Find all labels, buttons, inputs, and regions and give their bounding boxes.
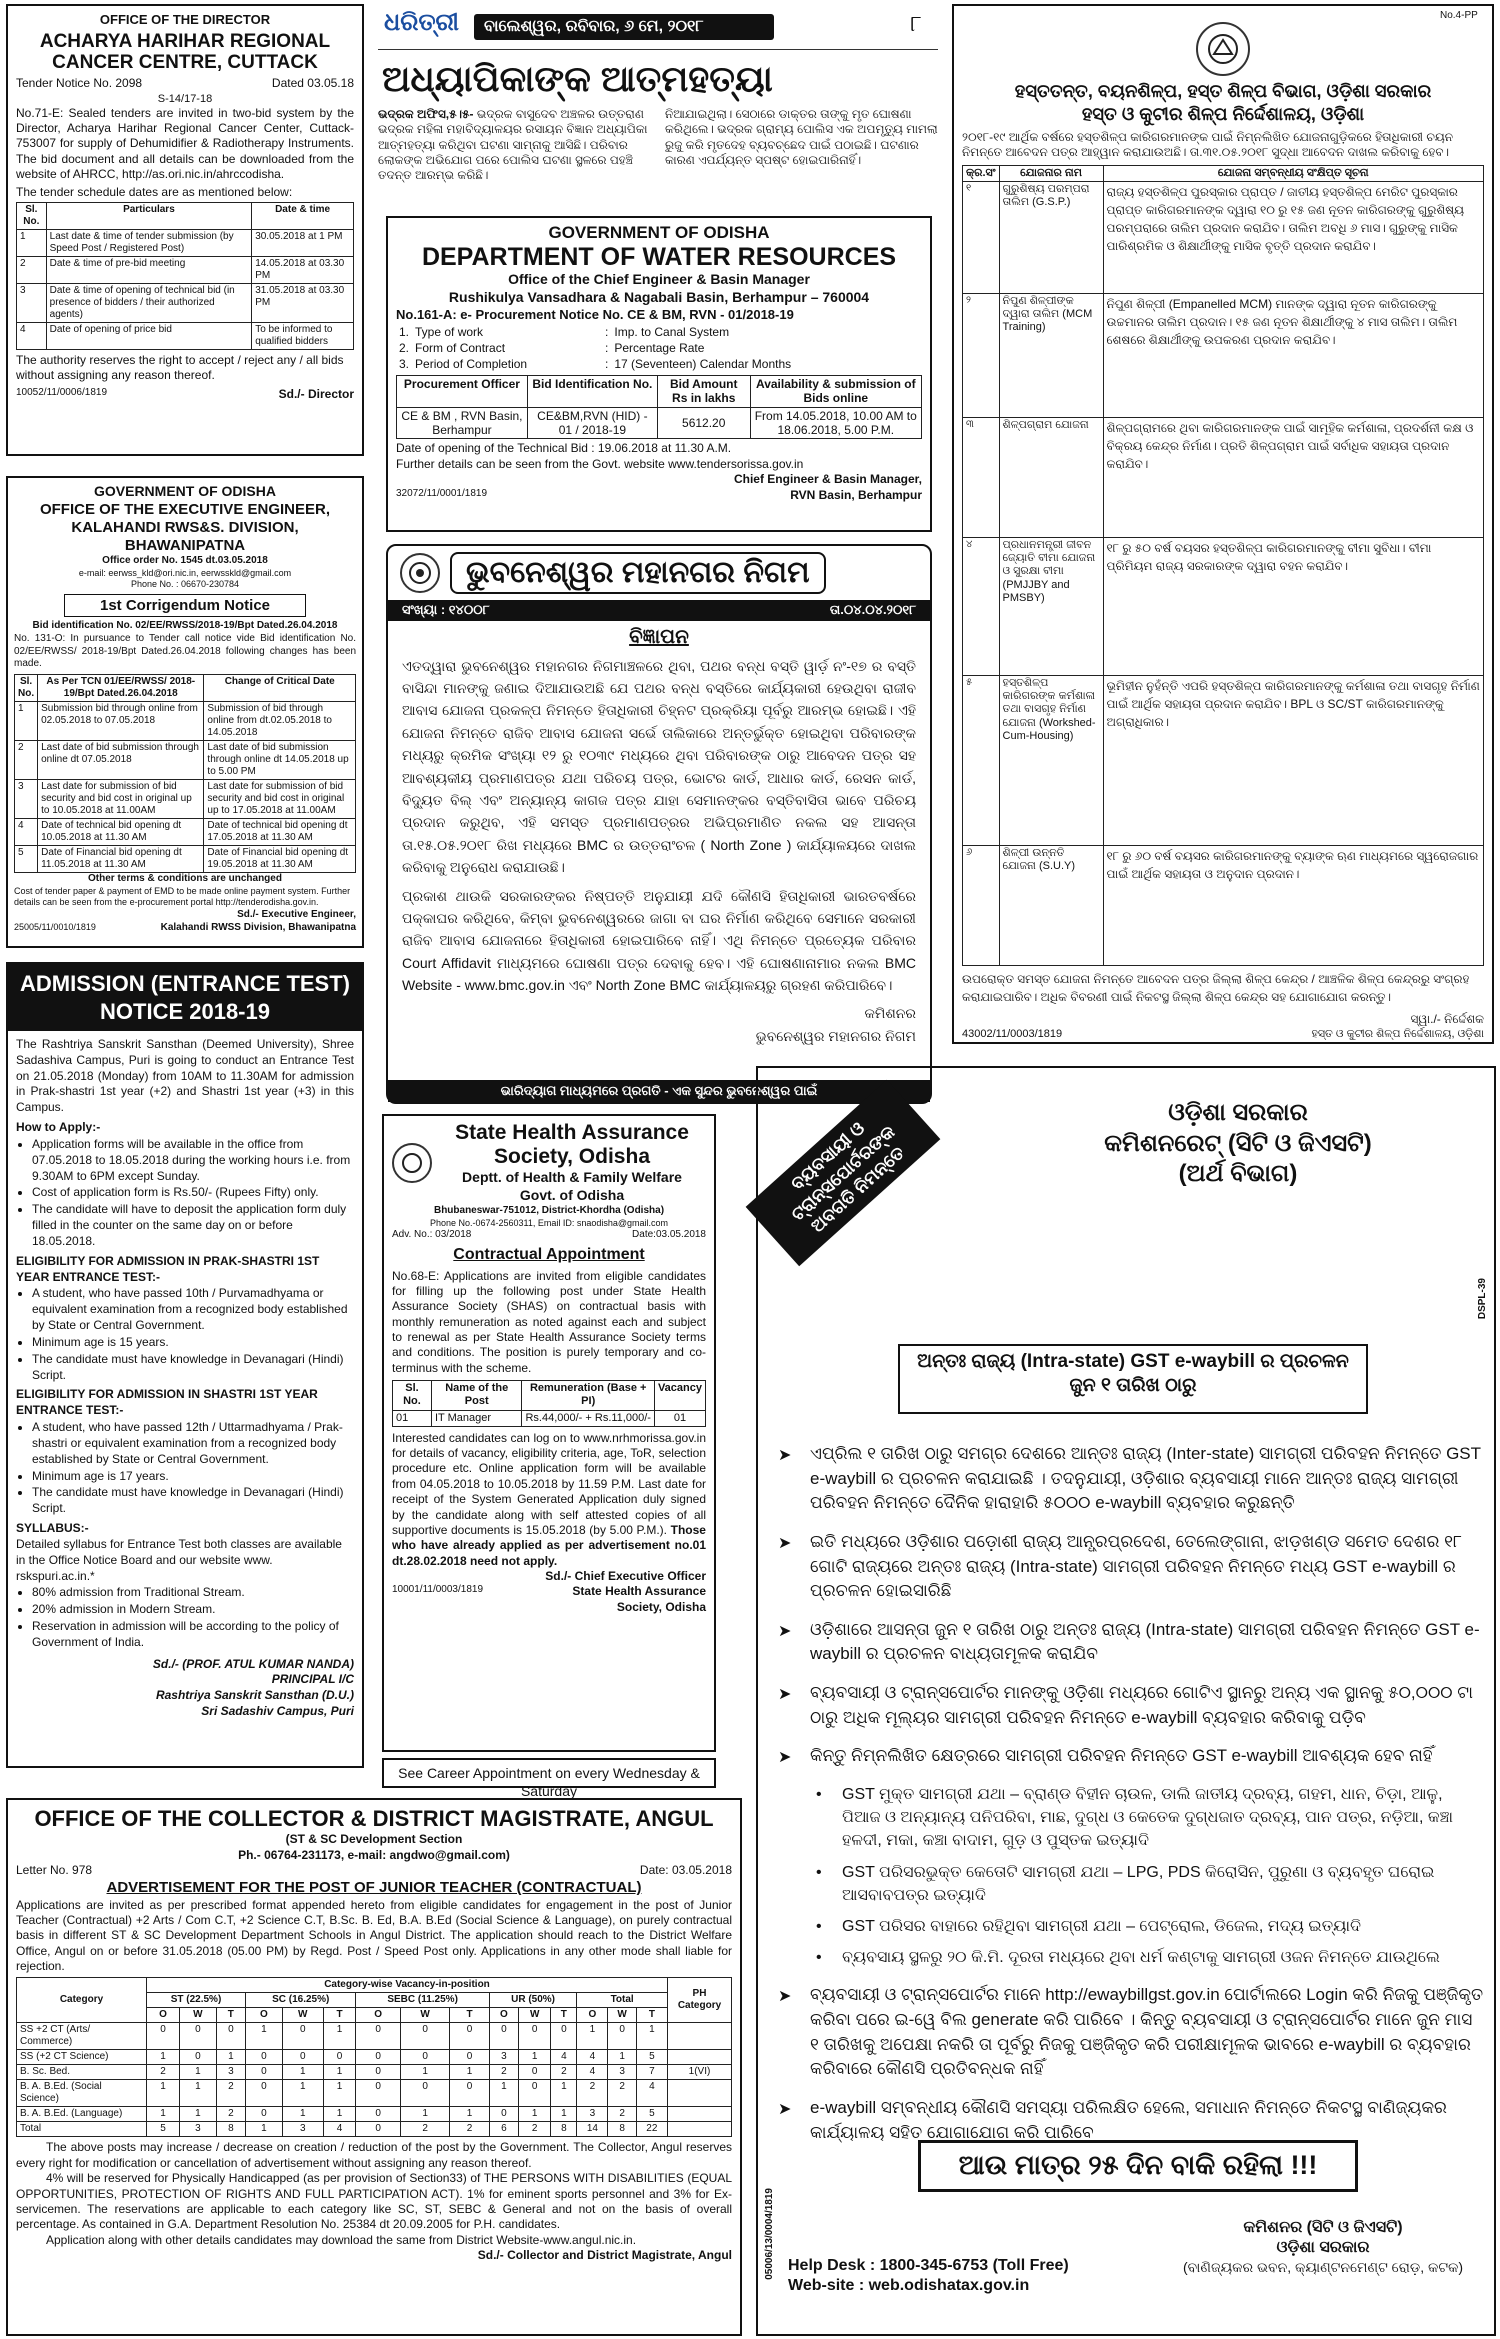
table-header: UR (50%)	[489, 1993, 577, 2008]
table-header: W	[400, 2008, 449, 2023]
kalahandi-table: Sl. No. As Per TCN 01/EE/RWSS/ 2018-19/Bpt Dated.26.04.2018 Change of Critical Date 1 Submission bid through online from 02.05.2018 to 07.05.2018 Submission of bid through online from dt.02.05.2018 to 14.05.2018 2 Last date of bid submission through online dt 07.05.2018 Last date of bid submission through online dt 14.05.2018 up to 5.00 PM 3 Last date for submission of bid security and bid cost in original up to 10.05.2018 at 11.00AM Last date for submission of bid security and bid cost in original up to 17.05.2018 at 11.00AM 4 Date of technical bid opening dt 10.05.2018 at 11.30 AM Date of technical bid opening dt 17.05.2018 at 11.30 AM 5 Date of Financial bid opening dt 11.05.2018 at 11.30 AM Date of Financial bid opening dt 19.05.2018 at 11.30 AM	[14, 674, 356, 873]
kalahandi-sign-2: Kalahandi RWSS Division, Bhawanipatna	[160, 921, 356, 933]
news-headline: ଅଧ୍ୟାପିକାଙ୍କ ଆତ୍ମହତ୍ୟା	[382, 58, 773, 99]
ahrcc-schedule-table	[16, 202, 354, 350]
handloom-sign-2: ହସ୍ତ ଓ କୁଟୀର ଶିଳ୍ପ ନିର୍ଦ୍ଦେଶାଳୟ, ଓଡ଼ିଶା	[1311, 1028, 1484, 1041]
shas-emblem	[392, 1143, 432, 1183]
bmc-paragraph-1: ଏତଦ୍ୱାରା ଭୁବନେଶ୍ୱର ମହାନଗର ନିଗମାଞ୍ଚଳରେ ଥିବା, ପଥର ବନ୍ଧ ବସ୍ତି ୱାର୍ଡ଼ ନଂ-୧୭ ର ବସ୍ତି ବାସିନ୍ଦା ମାନଙ୍କୁ ଜଣାଇ ଦିଆଯାଉଅଛି ଯେ ପଥର ବନ୍ଧ ବସ୍ତିରେ କାର୍ଯ୍ୟକାରୀ ହେଉଥିବା ରାଜୀବ ଆବାସ ଯୋଜନା ପ୍ରକଳ୍ପ ନିମନ୍ତେ ହିତାଧିକାରୀ ଚିହ୍ନଟ ପ୍ରକ୍ରିୟା ପୂର୍ବରୁ ଆରମ୍ଭ ହୋଇଛି। ଏହି ଯୋଜନା ନିମନ୍ତେ ରାଜିବ ଆବାସ ଯୋଜନା ସର୍ଭେ ତାଲିକାରେ ଅନ୍ତର୍ଭୁକ୍ତ ହୋଇଥିବା ପରିବାରଙ୍କ ମଧ୍ୟରୁ କ୍ରମିକ ସଂଖ୍ୟା ୧୨ ରୁ ୧୦୩୯ ମଧ୍ୟରେ ଥିବା ପରିବାରଙ୍କ ଠାରୁ ଆବେଦନ ପତ୍ର ସହ ଆବଶ୍ୟକୀୟ ପ୍ରମାଣପତ୍ର ଯଥା ପରିଚୟ ପତ୍ର, ଭୋଟର କାର୍ଡ, ଆଧାର କାର୍ଡ, ରେସନ କାର୍ଡ, ବିଦ୍ୟୁତ ବିଲ୍ ଏବଂ ଅନ୍ୟାନ୍ୟ କାଗଜ ପତ୍ର ଯାହା ସେମାନଙ୍କର ବସ୍ତିବାସିତା ଭାବେ ପରିଚୟ ପ୍ରଦାନ କରୁଥିବ, ଏହି ସମସ୍ତ ପ୍ରମାଣପତ୍ରର ଅଭିପ୍ରମାଣିତ ନକଲ ସହ ଆସନ୍ତା ତା.୧୫.୦୫.୨୦୧୮ ରିଖ ମଧ୍ୟରେ BMC ର ଉତ୍ତରାଂଚଳ ( North Zone ) କାର୍ଯ୍ୟାଳୟରେ ଦାଖଲ କରିବାକୁ ଅନୁରୋଧ କରାଯାଉଛି।	[402, 657, 916, 876]
table-row: ୫ ହସ୍ତଶିଳ୍ପ କାରିଗରଙ୍କ କର୍ମଶାଳା ତଥା ବାସଗୃହ ନିର୍ମାଣ ଯୋଜନା (Workshed-Cum-Housing) ଭୂମିହୀନ ନୁହଁନ୍ତି ଏପରି ହସ୍ତଶିଳ୍ପ କାରିଗରମାନଙ୍କୁ କର୍ମଶାଳା ତଥା ବାସଗୃହ ନିର୍ମାଣ ପାଇଁ ଆର୍ଥିକ ସହାୟତା ପ୍ରଦାନ କରାଯିବ। BPL ଓ SC/ST କାରିଗରମାନଙ୍କୁ ଅଗ୍ରାଧିକାର।	[963, 675, 1484, 845]
shas-contact: Phone No.-0674-2560311, Email ID: snaodisha@gmail.com	[429, 1217, 669, 1228]
gst-countdown: ଆଉ ମାତ୍ର ୨୫ ଦିନ ବାକି ରହିଲା !!!	[918, 2140, 1358, 2192]
table-header: SC (16.25%)	[245, 1993, 355, 2008]
admission-notice	[6, 962, 364, 1768]
table-header: T	[323, 2008, 356, 2023]
news-article	[378, 56, 938, 208]
angul-heading: ADVERTISEMENT FOR THE POST OF JUNIOR TEACHER (CONTRACTUAL)	[106, 1879, 642, 1897]
gst-footer-2: ଓଡ଼ିଶା ସରକାର	[1276, 2239, 1370, 2257]
water-office-1: Office of the Chief Engineer & Basin Manager	[508, 271, 810, 288]
list-item: • Minimum age is 15 years.	[32, 1335, 354, 1351]
shas-heading: Contractual Appointment	[453, 1246, 645, 1264]
gst-footer-3: (ବାଣିଜ୍ୟକର ଭବନ, କ୍ୟାଣ୍ଟନମେଣ୍ଟ ରୋଡ଼, କଟକ)	[1182, 2258, 1464, 2275]
ahrcc-sign: Sd./- Director	[278, 386, 354, 401]
angul-letter-no: Letter No. 978	[16, 1863, 93, 1878]
table-row: ୨ ନିପୁଣ ଶିଳ୍ପୀଙ୍କ ଦ୍ୱାରା ତାଲିମ (MCM Training) ନିପୁଣ ଶିଳ୍ପୀ (Empanelled MCM) ମାନଙ୍କ ଦ୍ୱାରା ନୂତନ କାରିଗରଙ୍କୁ ଉଚ୍ଚମାନର ତାଲିମ ପ୍ରଦାନ। ୧୫ ଜଣ ନୂତନ ଶିକ୍ଷାର୍ଥୀଙ୍କୁ ୪ ମାସ ତାଲିମ। ତାଲିମ ଶେଷରେ ଶିକ୍ଷାର୍ଥୀଙ୍କୁ ଉପକରଣ ପ୍ରଦାନ କରାଯିବ।	[963, 293, 1484, 417]
admission-sign-1: Sd./- (PROF. ATUL KUMAR NANDA)	[152, 1656, 354, 1671]
angul-vacancy-table	[16, 1977, 732, 2137]
gst-seal-text: ବ୍ୟବସାୟୀ ଓ ଟ୍ରାନ୍ସପୋର୍ଟରଙ୍କ ଅବଗତି ନିମନ୍ତେ	[746, 1080, 940, 1266]
handloom-notice	[952, 4, 1494, 1044]
newspaper-logo: ଧରିତ୍ରୀ	[384, 9, 459, 36]
angul-body: Applications are invited as per prescribed format appended hereto from eligible candidates for engagement in the post of Junior Teacher (Contractual) +2 Arts / Com C.T, +2 Science C.T, B.Sc. B. Ed, B.A. B.Ed (Social Science & Language), on purely contractual basis in different ST & SC Development Department Schools in Angul District. The application should reach to the District Welfare Office, Angul on or before 31.05.2018 (05.00 PM) by Regd. Post / Speed Post only. Applications in any other mode shall liable for rejection.	[16, 1897, 732, 1974]
table-row: 3. Period of Completion : 17 (Seventeen) Calendar Months	[399, 357, 792, 372]
handloom-intro: ୨୦୧୮-୧୯ ଆର୍ଥିକ ବର୍ଷରେ ହସ୍ତଶିଳ୍ପ କାରିଗରମାନଙ୍କ ପାଇଁ ନିମ୍ନଲିଖିତ ଯୋଜନାଗୁଡ଼ିକରେ ହିତାଧିକାରୀ ଚୟନ ନିମନ୍ତେ ଆବେଦନ ପତ୍ର ଆହ୍ୱାନ କରାଯାଉଅଛି। ତା.୩୧.୦୫.୨୦୧୮ ସୁଦ୍ଧା ଆବେଦନ ଦାଖଲ କରିବାକୁ ହେବ।	[962, 130, 1454, 160]
bmc-notice	[386, 544, 932, 1104]
news-column-1: ଭଦ୍ରକ ବାସୁଦେବ ଅଞ୍ଚଳର ଉତ୍ତରାଣ ଭଦ୍ରକ ମହିଳା ମହାବିଦ୍ୟାଳୟର ରସାୟନ ବିଜ୍ଞାନ ଅଧ୍ୟାପିକା ଆତ୍ମହତ୍ୟା କରିଥିବା ଘଟଣା ସାମ୍ନାକୁ ଆସିଛି। ପରିବାର ଲୋକଙ୍କ ଅଭିଯୋଗ ପରେ ପୋଲିସ ଘଟଣା ସ୍ଥଳରେ ପହଞ୍ଚି ତଦନ୍ତ ଆରମ୍ଭ କରିଛି।	[378, 107, 648, 183]
table-header: W	[608, 2008, 636, 2023]
kalahandi-footer: Cost of tender paper & payment of EMD to be made online payment system. Further details can be seen from the e-procurement portal http://tenderodisha.gov.in.	[14, 885, 351, 908]
table-header: O	[356, 2008, 400, 2023]
angul-contact: Ph.- 06764-231173, e-mail: angdwo@gmail.com)	[238, 1847, 510, 1862]
table-header: W	[179, 2008, 216, 2023]
list-item: • Minimum age is 17 years.	[32, 1469, 354, 1485]
page-corner-code: No.4-PP	[1440, 10, 1478, 21]
kalahandi-corrigendum	[6, 476, 364, 948]
bmc-paragraph-2: ପ୍ରକାଶ ଥାଉକି ସରକାରଙ୍କର ନିଷ୍ପତ୍ତି ଅନୁଯାୟୀ ଯଦି କୌଣସି ହିତାଧିକାରୀ ଭାରତବର୍ଷରେ ପକ୍କାଘର କରିଥିବେ, କିମ୍ବା ଭୁବନେଶ୍ୱରରେ ଜାଗା ବା ଘର ନିର୍ମାଣ କରିଥିବେ ସେମାନେ ସରକାରୀ ରାଜିବ ଆବାସ ଯୋଜନାରେ ହିତାଧିକାରୀ ହୋଇପାରିବେ ନାହିଁ। ଏଥି ନିମନ୍ତେ ପ୍ରତ୍ୟେକ ପରିବାର Court Affidavit ମାଧ୍ୟମରେ ଘୋଷଣା ପତ୍ର ଦେବାକୁ ହେବ। ଏହି ଘୋଷଣାନାମାର ନକଲ BMC Website - www.bmc.gov.in ଏବଂ North Zone BMC କାର୍ଯ୍ୟାଳୟରୁ ଗ୍ରହଣ କରିପାରିବେ।	[402, 887, 916, 994]
table-row: 4 Date of technical bid opening dt 10.05.2018 at 11.30 AM Date of technical bid opening dt 17.05.2018 at 11.30 AM	[15, 819, 356, 846]
bmc-sign-1: କମିଶନର	[864, 1005, 916, 1022]
water-govt: GOVERNMENT OF ODISHA	[548, 223, 770, 242]
list-item: • A student, who have passed 12th / Uttarmadhyama / Prak-shastri or equivalent examination from a recognized body established by State or Central Government.	[32, 1420, 354, 1467]
list-item: • 20% admission in Modern Stream.	[32, 1602, 354, 1618]
table-row: CE & BM , RVN Basin, Berhampur CE&BM,RVN (HID) - 01 / 2018-19 5612.20 From 14.05.2018, 10.00 AM to 18.06.2018, 5.00 P.M.	[397, 407, 922, 439]
list-item: ➤ e-waybill ସମ୍ବନ୍ଧୀୟ କୌଣସି ସମସ୍ୟା ପରିଲକ୍ଷିତ ହେଲେ, ସମାଧାନ ନିମନ୍ତେ ନିକଟସ୍ଥ ବାଣିଜ୍ୟକର କାର୍ଯ୍ୟାଳୟ ସହିତ ଯୋଗାଯୋଗ କରି ପାରିବେ	[778, 2097, 1447, 2142]
ahrcc-footer: The authority reserves the right to accept / reject any / all bids without assigning any reason thereof.	[16, 352, 344, 383]
ahrcc-notice-no: Tender Notice No. 2098	[16, 76, 143, 91]
table-row: SS +2 CT (Arts/ Commerce) 0 0 0 1 0 1 0 0 0 0 0 0 1 0 1	[17, 2023, 732, 2050]
water-sign-2: RVN Basin, Berhampur	[790, 487, 922, 502]
table-row: B. A. B.Ed. (Social Science) 1 1 2 0 1 1 0 0 0 1 0 1 2 2 4	[17, 2080, 732, 2107]
list-item: • Cost of application form is Rs.50/- (Rupees Fifty) only.	[32, 1185, 354, 1201]
bmc-title: ଭୁବନେଶ୍ୱର ମହାନଗର ନିଗମ	[450, 552, 826, 594]
table-header: W	[282, 2008, 323, 2023]
table-header: T	[450, 2008, 489, 2023]
water-dept: DEPARTMENT OF WATER RESOURCES	[421, 242, 897, 271]
table-row: 01 IT Manager Rs.44,000/- + Rs.11,000/- 01	[393, 1410, 706, 1426]
list-item: • The candidate must have knowledge in Devanagari (Hindi) Script.	[32, 1352, 354, 1384]
shas-address: Bhubaneswar-751012, District-Khordha (Odisha)	[433, 1205, 665, 1217]
water-tech-bid: Date of opening of the Technical Bid : 19.06.2018 at 11.30 A.M.	[396, 441, 732, 456]
list-item: • GST ମୁକ୍ତ ସାମଗ୍ରୀ ଯଥା – ବ୍ରାଣ୍ଡ ବିହୀନ ଚାଉଳ, ଡାଲି ଜାତୀୟ ଦ୍ରବ୍ୟ, ଗହମ, ଧାନ, ଚିଡ଼ା, ଆଳୁ, ପିଆଜ ଓ ଅନ୍ୟାନ୍ୟ ପନିପରିବା, ମାଛ, ଦୁଗ୍ଧ ଓ କେତେକ ଦୁଗ୍ଧଜାତ ଦ୍ରବ୍ୟ, ପାନ ପତ୍ର, ନଡ଼ିଆ, କଞ୍ଚା ହଳଦୀ, ମକା, କଞ୍ଚା ବାଦାମ, ଗୁଡ଼ ଓ ପୁସ୍ତକ ଇତ୍ୟାଦି	[816, 1786, 1454, 1850]
table-header: T	[551, 2008, 577, 2023]
gst-header-2: କମିଶନରେଟ୍ (ସିଟି ଓ ଜିଏସଟି)	[1104, 1129, 1372, 1157]
table-row: 2 Date & time of pre-bid meeting 14.05.2018 at 03.30 PM	[17, 256, 354, 283]
gst-side-code-2: 05006/13/0004/1819	[764, 2188, 775, 2280]
table-row: 2 Last date of bid submission through online dt 07.05.2018 Last date of bid submission through online dt 14.05.2018 up to 5.00 PM	[15, 741, 356, 780]
news-column-2: ନିଆଯାଇଥିଲା। ସେଠାରେ ଡାକ୍ତର ତାଙ୍କୁ ମୃତ ଘୋଷଣା କରିଥିଲେ। ଭଦ୍ରକ ଗ୍ରାମ୍ୟ ପୋଲିସ ଏକ ଅପମୃତ୍ୟୁ ମାମଲା ରୁଜୁ କରି ମୃତଦେହ ବ୍ୟବଚ୍ଛେଦ ପାଇଁ ପଠାଇଛି। ଘଟଣାର କାରଣ ଏପର୍ଯ୍ୟନ୍ତ ସ୍ପଷ୍ଟ ହୋଇପାରିନାହିଁ।	[665, 107, 938, 168]
admission-sign-2: PRINCIPAL I/C	[271, 1672, 354, 1687]
list-item: • The candidate will have to deposit the application form duly filled in the counter on the same day on or before 18.05.2018.	[32, 1202, 354, 1249]
ahrcc-ref: S-14/17-18	[157, 92, 213, 105]
table-row: B. Sc. Bed. 2 1 3 0 1 1 0 1 1 2 0 2 4 3 7 1(VI)	[17, 2065, 732, 2080]
list-item: • GST ପରିସର ବାହାରେ ରହିଥିବା ସାମଗ୍ରୀ ଯଥା – ପେଟ୍ରୋଲ, ଡିଜେଲ, ମଦ୍ୟ ଇତ୍ୟାଦି	[816, 1917, 1361, 1935]
kalahandi-order: Office order No. 1545 dt.03.05.2018	[102, 554, 268, 566]
ahrcc-body: No.71-E: Sealed tenders are invited in two-bid system by the Director, Acharya Harihar Regional Cancer Center, Cuttack-753007 for supply of Dehumidifier & Radiotherapy Instruments. The bid document and all details can be downloaded from the website of AHRCC, http://as.ori.nic.in/ahrccodisha.	[16, 105, 354, 182]
odisha-emblem	[1196, 22, 1250, 76]
table-row: SS (+2 CT Science) 1 0 1 0 0 0 0 0 0 3 1 4 4 1 5	[17, 2050, 732, 2065]
gst-website: Web-site : web.odishatax.gov.in	[788, 2277, 1030, 2295]
table-header: O	[147, 2008, 180, 2023]
water-code: 32072/11/0001/1819	[396, 487, 488, 499]
gst-header-1: ଓଡ଼ିଶା ସରକାର	[1168, 1099, 1308, 1126]
bmc-sign-2: ଭୁବନେଶ୍ୱର ମହାନଗର ନିଗମ	[755, 1027, 916, 1044]
shas-adv-no: Adv. No.: 03/2018	[392, 1229, 472, 1241]
table-header: W	[518, 2008, 550, 2023]
table-header: T	[216, 2008, 245, 2023]
angul-date: Date: 03.05.2018	[639, 1863, 732, 1878]
shas-sign-1: Sd./- Chief Executive Officer	[545, 1568, 706, 1583]
handloom-footer: ଉପରୋକ୍ତ ସମସ୍ତ ଯୋଜନା ନିମନ୍ତେ ଆବେଦନ ପତ୍ର ଜିଲ୍ଲା ଶିଳ୍ପ କେନ୍ଦ୍ର / ଆଞ୍ଚଳିକ ଶିଳ୍ପ କେନ୍ଦ୍ରରୁ ସଂଗ୍ରହ କରାଯାଇପାରିବ। ଅଧିକ ବିବରଣୀ ପାଇଁ ନିକଟସ୍ଥ ଜିଲ୍ଲା ଶିଳ୍ପ କେନ୍ଦ୍ର ସହ ଯୋଗାଯୋଗ କରନ୍ତୁ।	[962, 971, 1470, 1004]
gst-banner	[898, 1344, 1368, 1414]
angul-section: (ST & SC Development Section	[285, 1832, 463, 1847]
shas-title: State Health Assurance Society, Odisha	[455, 1121, 689, 1169]
bmc-number: ସଂଖ୍ୟା : ୧୪୦୦୮	[402, 602, 490, 618]
handloom-code: 43002/11/0003/1819	[962, 1028, 1063, 1041]
list-item: • A student, who have passed 10th / Purvamadhyama or equivalent examination from a recognized body established by State or Central Government.	[32, 1286, 354, 1333]
syllabus-heading: SYLLABUS:-	[16, 1521, 89, 1536]
kalahandi-title: 1st Corrigendum Notice	[64, 594, 306, 617]
table-row: 4 Date of opening of price bid To be informed to qualified bidders	[17, 322, 354, 349]
water-resources-notice	[386, 216, 932, 532]
list-item: ➤ ଇତି ମଧ୍ୟରେ ଓଡ଼ିଶାର ପଡ଼ୋଶୀ ରାଜ୍ୟ ଆନ୍ଧ୍ରପ୍ରଦେଶ, ତେଲେଙ୍ଗାନା, ଝାଡ଼ଖଣ୍ଡ ସମେତ ଦେଶର ୧୮ ଗୋଟି ରାଜ୍ୟରେ ଅନ୍ତଃ ରାଜ୍ୟ (Intra-state) ସାମଗ୍ରୀ ପରିବହନ ନିମନ୍ତେ ମଧ୍ୟ GST e-waybill ର ପ୍ରଚଳନ ହୋଇସାରିଛି	[778, 1531, 1462, 1601]
masthead-dateline: ବାଲେଶ୍ୱର, ରବିବାର, ୬ ମେ, ୨୦୧୮	[474, 14, 774, 40]
handloom-scheme-table: କ୍ର.ସଂ ଯୋଜନାର ନାମ ଯୋଜନା ସମ୍ବନ୍ଧୀୟ ସଂକ୍ଷିପ୍ତ ସୂଚନା ୧ ଗୁରୁଶିଷ୍ୟ ପରମ୍ପରା ତାଲିମ (G.S.P.) ରାଜ୍ୟ ହସ୍ତଶିଳ୍ପ ପୁରସ୍କାର ପ୍ରାପ୍ତ / ଜାତୀୟ ହସ୍ତଶିଳ୍ପ ମେରିଟ ପୁରସ୍କାର ପ୍ରାପ୍ତ କାରିଗରମାନଙ୍କ ଦ୍ୱାରା ୧୦ ରୁ ୧୫ ଜଣ ନୂତନ କାରିଗରଙ୍କୁ ଗୁରୁଶିଷ୍ୟ ପରମ୍ପରାରେ ତାଲିମ ପ୍ରଦାନ କରାଯିବ। ତାଲିମ ଅବଧି ୬ ମାସ। ଗୁରୁଙ୍କୁ ମାସିକ ପାରିଶ୍ରମିକ ଓ ଶିକ୍ଷାର୍ଥୀଙ୍କୁ ମାସିକ ବୃତ୍ତି ପ୍ରଦାନ କରାଯିବ। ୨ ନିପୁଣ ଶିଳ୍ପୀଙ୍କ ଦ୍ୱାରା ତାଲିମ (MCM Training) ନିପୁଣ ଶିଳ୍ପୀ (Empanelled MCM) ମାନଙ୍କ ଦ୍ୱାରା ନୂତନ କାରିଗରଙ୍କୁ ଉଚ୍ଚମାନର ତାଲିମ ପ୍ରଦାନ। ୧୫ ଜଣ ନୂତନ ଶିକ୍ଷାର୍ଥୀଙ୍କୁ ୪ ମାସ ତାଲିମ। ତାଲିମ ଶେଷରେ ଶିକ୍ଷାର୍ଥୀଙ୍କୁ ଉପକରଣ ପ୍ରଦାନ କରାଯିବ। ୩ ଶିଳ୍ପଗ୍ରାମ ଯୋଜନା ଶିଳ୍ପଗ୍ରାମରେ ଥିବା କାରିଗରମାନଙ୍କ ପାଇଁ ସାମୂହିକ କର୍ମଶାଳା, ପ୍ରଦର୍ଶନୀ କକ୍ଷ ଓ ବିକ୍ରୟ କେନ୍ଦ୍ର ନିର୍ମାଣ। ପ୍ରତି ଶିଳ୍ପଗ୍ରାମ ପାଇଁ ସର୍ବାଧିକ ସହାୟତା ପ୍ରଦାନ କରାଯିବ। ୪ ପ୍ରଧାନମନ୍ତ୍ରୀ ଜୀବନ ଜ୍ୟୋତି ବୀମା ଯୋଜନା ଓ ସୁରକ୍ଷା ବୀମା (PMJJBY and PMSBY) ୧୮ ରୁ ୫୦ ବର୍ଷ ବୟସର ହସ୍ତଶିଳ୍ପ କାରିଗରମାନଙ୍କୁ ବୀମା ସୁବିଧା। ବୀମା ପ୍ରିମିୟମ ରାଜ୍ୟ ସରକାରଙ୍କ ଦ୍ୱାରା ବହନ କରାଯିବ। ୫ ହସ୍ତଶିଳ୍ପ କାରିଗରଙ୍କ କର୍ମଶାଳା ତଥା ବାସଗୃହ ନିର୍ମାଣ ଯୋଜନା (Workshed-Cum-Housing) ଭୂମିହୀନ ନୁହଁନ୍ତି ଏପରି ହସ୍ତଶିଳ୍ପ କାରିଗରମାନଙ୍କୁ କର୍ମଶାଳା ତଥା ବାସଗୃହ ନିର୍ମାଣ ପାଇଁ ଆର୍ଥିକ ସହାୟତା ପ୍ରଦାନ କରାଯିବ। BPL ଓ SC/ST କାରିଗରମାନଙ୍କୁ ଅଗ୍ରାଧିକାର। ୬ ଶିଳ୍ପୀ ଉନ୍ନତି ଯୋଜନା (S.U.Y) ୧୮ ରୁ ୬୦ ବର୍ଷ ବୟସର କାରିଗରମାନଙ୍କୁ ବ୍ୟାଙ୍କ ଋଣ ମାଧ୍ୟମରେ ସ୍ୱରୋଜଗାର ପାଇଁ ଆର୍ଥିକ ସହାୟତା ଓ ଅନୁଦାନ ପ୍ରଦାନ।	[962, 165, 1484, 966]
bmc-slogan: ଭାରିଦ୍ୟାଗ ମାଧ୍ୟମରେ ପ୍ରଗତି - ଏକ ସୁନ୍ଦର ଭୁବନେଶ୍ୱର ପାଇଁ	[388, 1080, 930, 1102]
table-header: O	[245, 2008, 282, 2023]
table-header: Category	[17, 1978, 147, 2023]
water-bid-table: Procurement Officer Bid Identification No. Bid Amount Rs in lakhs Availability & submission of Bids online CE & BM , RVN Basin, Berhampur CE&BM,RVN (HID) - 01 / 2018-19 5612.20 From 14.05.2018, 10.00 AM to 18.06.2018, 5.00 P.M.	[396, 375, 922, 440]
table-row: B. A. B.Ed. (Language) 1 1 2 0 1 1 0 1 1 0 1 1 3 2 5	[17, 2107, 732, 2122]
kalahandi-bid-id: Bid identification No. 02/EE/RWSS/2018-19/Bpt Dated.26.04.2018	[32, 619, 338, 631]
kalahandi-code: 25005/11/0010/1819	[14, 921, 96, 932]
ahrcc-tender-notice	[6, 4, 364, 456]
table-row: 1. Type of work : Imp. to Canal System	[399, 324, 730, 339]
table-row: 2. Form of Contract : Percentage Rate	[399, 341, 705, 356]
news-dateline: ଭଦ୍ରକ ଅଫିସ,୫।୫-	[378, 107, 474, 121]
table-header: Particulars	[46, 202, 252, 229]
ahrcc-code: 10052/11/0006/1819	[16, 386, 108, 398]
water-sign-1: Chief Engineer & Basin Manager,	[733, 472, 922, 487]
kalahandi-govt: GOVERNMENT OF ODISHA	[93, 483, 276, 499]
table-row: ୬ ଶିଳ୍ପୀ ଉନ୍ନତି ଯୋଜନା (S.U.Y) ୧୮ ରୁ ୬୦ ବର୍ଷ ବୟସର କାରିଗରମାନଙ୍କୁ ବ୍ୟାଙ୍କ ଋଣ ମାଧ୍ୟମରେ ସ୍ୱରୋଜଗାର ପାଇଁ ଆର୍ଥିକ ସହାୟତା ଓ ଅନୁଦାନ ପ୍ରଦାନ।	[963, 845, 1484, 965]
shas-dept: Deptt. of Health & Family Welfare	[462, 1169, 682, 1186]
water-office-2: Rushikulya Vansadhara & Nagabali Basin, Berhampur – 760004	[448, 289, 870, 306]
list-item: ➤ ବ୍ୟବସାୟୀ ଓ ଟ୍ରାନ୍ସପୋର୍ଟର ମାନଙ୍କୁ ଓଡ଼ିଶା ମଧ୍ୟରେ ଗୋଟିଏ ସ୍ଥାନରୁ ଅନ୍ୟ ଏକ ସ୍ଥାନକୁ ୫୦,୦୦୦ ଟା ଠାରୁ ଅଧିକ ମୂଲ୍ୟର ସାମଗ୍ରୀ ପରିବହନ ନିମନ୍ତେ e-waybill ବ୍ୟବହାର କରିବାକୁ ପଡ଼ିବ	[778, 1683, 1473, 1727]
table-row: ୪ ପ୍ରଧାନମନ୍ତ୍ରୀ ଜୀବନ ଜ୍ୟୋତି ବୀମା ଯୋଜନା ଓ ସୁରକ୍ଷା ବୀମା (PMJJBY and PMSBY) ୧୮ ରୁ ୫୦ ବର୍ଷ ବୟସର ହସ୍ତଶିଳ୍ପ କାରିଗରମାନଙ୍କୁ ବୀମା ସୁବିଧା। ବୀମା ପ୍ରିମିୟମ ରାଜ୍ୟ ସରକାରଙ୍କ ଦ୍ୱାରା ବହନ କରାଯିବ।	[963, 537, 1484, 675]
table-row: 3 Date & time of opening of technical bid (in presence of bidders / their authorized agents) 31.05.2018 at 03.30 PM	[17, 283, 354, 322]
bmc-logo	[400, 553, 440, 593]
admission-sign-3: Rashtriya Sanskrit Sansthan (D.U.)	[155, 1688, 354, 1703]
shas-code: 10001/11/0003/1819	[392, 1584, 484, 1596]
shas-body: No.68-E: Applications are invited from eligible candidates for filling up the following post under State Health Assurance Society (SHAS) on contractual basis with monthly remuneration as noted against each and subject to renewal as per State Health Assurance Society terms and conditions. The position is purely temporary and co-terminus with the scheme.	[392, 1268, 706, 1375]
handloom-sign-1: ସ୍ୱା./- ନିର୍ଦ୍ଦେଶକ	[1410, 1011, 1484, 1026]
table-header: ST (22.5%)	[147, 1993, 246, 2008]
kalahandi-intro: No. 131-O: In pursuance to Tender call notice vide Bid identification No. 02/EE/RWSS/ 2018-19/Bpt Dated.26.04.2018 following changes has been made.	[14, 632, 356, 670]
admission-title: ADMISSION (ENTRANCE TEST) NOTICE 2018-19	[8, 964, 362, 1031]
list-item: • GST ପରିସରଭୁକ୍ତ କେତୋଟି ସାମଗ୍ରୀ ଯଥା – LPG, PDS କିରୋସିନ, ପୁରୁଣା ଓ ବ୍ୟବହୃତ ଘରୋଇ ଆସବାବପତ୍ର ଇତ୍ୟାଦି	[816, 1863, 1435, 1904]
gst-notice	[756, 1066, 1496, 2336]
list-item: • Application forms will be available in the office from 07.05.2018 to 18.05.2018 during the working hours i.e. from 9.30AM to 6PM except Sunday.	[32, 1137, 354, 1184]
table-header: Category-wise Vacancy-in-position	[147, 1978, 668, 1993]
table-header: O	[489, 2008, 518, 2023]
shas-govt: Govt. of Odisha	[519, 1187, 625, 1204]
angul-sign: Sd./- Collector and District Magistrate, Angul	[477, 2247, 732, 2262]
ahrcc-schedule-intro: The tender schedule dates are as mentioned below:	[16, 184, 293, 199]
list-item: ➤ କିନ୍ତୁ ନିମ୍ନଲିଖିତ କ୍ଷେତ୍ରରେ ସାମଗ୍ରୀ ପରିବହନ ନିମନ୍ତେ GST e-waybill ଆବଶ୍ୟକ ହେବ ନାହିଁ	[778, 1746, 1433, 1767]
ahrcc-office: OFFICE OF THE DIRECTOR	[99, 12, 271, 27]
angul-note-2: 4% will be reserved for Physically Handicapped (as per provision of Section33) of THE PERSONS WITH DISABILITIES (EQUAL OPPORTUNITIES, PROTECTION OF RIGHTS AND FULL PARTICIPATION ACT). 1% for eminent sports personnel and 3% for Ex-servicemen. The reservations are applicable to each category like SC, ST, SEBC & General and not on the basis of overall percentage. As contained in G.A. Department Resolution No. 25384 dt 20.09.2005 for P.H. candidates.	[16, 2171, 732, 2232]
shas-notice	[382, 1114, 716, 1752]
table-header: O	[577, 2008, 608, 2023]
gst-footer-1: କମିଶନର (ସିଟି ଓ ଜିଏସଟି)	[1243, 2219, 1403, 2236]
career-appointment-strip: See Career Appointment on every Wednesday & Saturday	[382, 1758, 716, 1788]
table-row: 1 Last date & time of tender submission (by Speed Post / Registered Post) 30.05.2018 at 1 PM	[17, 229, 354, 256]
list-item: • ବ୍ୟବସାୟ ସ୍ଥଳରୁ ୨୦ କି.ମି. ଦୂରତା ମଧ୍ୟରେ ଥିବା ଧର୍ମ କଣ୍ଟାକୁ ସାମଗ୍ରୀ ଓଜନ ନିମନ୍ତେ ଯାଉଥିଲେ	[816, 1949, 1440, 1967]
gst-header-3: (ଅର୍ଥ ବିଭାଗ)	[1178, 1160, 1298, 1188]
kalahandi-sign-1: Sd./- Executive Engineer,	[237, 908, 356, 920]
table-row: 1 Submission bid through online from 02.05.2018 to 07.05.2018 Submission of bid through online from dt.02.05.2018 to 14.05.2018	[15, 702, 356, 741]
table-row: 3 Last date for submission of bid security and bid cost in original up to 10.05.2018 at 11.00AM Last date for submission of bid security and bid cost in original up to 17.05.2018 at 11.00AM	[15, 780, 356, 819]
list-item: • 80% admission from Traditional Stream.	[32, 1585, 354, 1601]
shastri-heading: ELIGIBILITY FOR ADMISSION IN SHASTRI 1ST YEAR ENTRANCE TEST:-	[16, 1387, 318, 1418]
shas-date: Date:03.05.2018	[632, 1229, 706, 1241]
angul-note-1: The above posts may increase / decrease on creation / reduction of the post by the Government. The Collector, Angul reserves every right for modification or cancellation of advertisement without assigning any reason thereof.	[16, 2140, 732, 2170]
kalahandi-phone: Phone No. : 06670-230784	[130, 579, 240, 590]
shas-sign-3: Society, Odisha	[616, 1599, 706, 1614]
shas-body-2: Interested candidates can log on to www.nrhmorissa.gov.in for details of vacancy, eligibility criteria, age, ToR, selection procedure etc. Online application form will be available from 04.05.2018 to 10.05.2018 by 11.59 P.M. Last date for receipt of the System Generated Application duly signed by the candidate along with self attested copies of all supportive documents is 15.05.2018 (by 5.00 P.M.).	[392, 1430, 706, 1537]
admission-intro: The Rashtriya Sanskrit Sansthan (Deemed University), Shree Sadashiva Campus, Puri is going to conduct an Entrance Test on 21.05.2018 (Monday) from 10AM to 11.30AM for admission in Prak-shastri 1st year (+2) and Shastri 1st year (+3) in this Campus.	[16, 1037, 354, 1115]
table-header: Date & time	[252, 202, 354, 229]
list-item: ➤ ଏପ୍ରିଲ ୧ ତାରିଖ ଠାରୁ ସମଗ୍ର ଦେଶରେ ଆନ୍ତଃ ରାଜ୍ୟ (Inter-state) ସାମଗ୍ରୀ ପରିବହନ ନିମନ୍ତେ GST e-waybill ର ପ୍ରଚଳନ କରାଯାଇଛି । ତଦନୁଯାୟୀ, ଓଡ଼ିଶାର ବ୍ୟବସାୟୀ ମାନେ ଆନ୍ତଃ ରାଜ୍ୟ ସାମଗ୍ରୀ ପରିବହନ ନିମନ୍ତେ ଦୈନିକ ହାରାହାରି ୫୦୦୦ e-waybill ବ୍ୟବହାର କରୁଛନ୍ତି	[778, 1444, 1481, 1513]
list-item: • Reservation in admission will be according to the policy of Government of India.	[32, 1619, 354, 1651]
list-item: • The candidate must have knowledge in Devanagari (Hindi) Script.	[32, 1485, 354, 1517]
prak-shastri-heading: ELIGIBILITY FOR ADMISSION IN PRAK-SHASTRI 1ST YEAR ENTRANCE TEST:-	[16, 1253, 320, 1284]
gst-banner-2: ଜୁନ ୧ ତାରିଖ ଠାରୁ	[1069, 1375, 1197, 1397]
gst-banner-1: ଅନ୍ତଃ ରାଜ୍ୟ (Intra-state) GST e-waybill ର ପ୍ରଚଳନ	[917, 1351, 1349, 1372]
table-row: ୧ ଗୁରୁଶିଷ୍ୟ ପରମ୍ପରା ତାଲିମ (G.S.P.) ରାଜ୍ୟ ହସ୍ତଶିଳ୍ପ ପୁରସ୍କାର ପ୍ରାପ୍ତ / ଜାତୀୟ ହସ୍ତଶିଳ୍ପ ମେରିଟ ପୁରସ୍କାର ପ୍ରାପ୍ତ କାରିଗରମାନଙ୍କ ଦ୍ୱାରା ୧୦ ରୁ ୧୫ ଜଣ ନୂତନ କାରିଗରଙ୍କୁ ଗୁରୁଶିଷ୍ୟ ପରମ୍ପରାରେ ତାଲିମ ପ୍ରଦାନ କରାଯିବ। ତାଲିମ ଅବଧି ୬ ମାସ। ଗୁରୁଙ୍କୁ ମାସିକ ପାରିଶ୍ରମିକ ଓ ଶିକ୍ଷାର୍ଥୀଙ୍କୁ ମାସିକ ବୃତ୍ତି ପ୍ରଦାନ କରାଯିବ।	[963, 181, 1484, 293]
angul-note-3: Application along with other details candidates may download the same from District Website-www.angul.nic.in.	[46, 2232, 637, 2247]
table-header: Sl. No.	[17, 202, 47, 229]
water-further: Further details can be seen from the Govt. website www.tendersorissa.gov.in	[396, 456, 804, 471]
page-number: ୮	[910, 11, 922, 36]
shas-sign-2: State Health Assurance	[572, 1584, 706, 1599]
table-header: PH Category	[668, 1978, 732, 2023]
how-to-apply-heading: How to Apply:-	[16, 1120, 101, 1135]
handloom-title-2: ହସ୍ତ ଓ କୁଟୀର ଶିଳ୍ପ ନିର୍ଦ୍ଦେଶାଳୟ, ଓଡ଼ିଶା	[1081, 104, 1365, 125]
shas-post-table: Sl. No. Name of the Post Remuneration (Base + PI) Vacancy 01 IT Manager Rs.44,000/- + Rs.11,000/- 01	[392, 1380, 706, 1427]
kalahandi-email: e-mail: eerwss_kld@ori.nic.in, eerwsskld@gmail.com	[78, 567, 292, 578]
gst-side-code: DSPL-39	[1477, 1278, 1489, 1320]
water-notice-no: No.161-A: e- Procurement Notice No. CE & BM, RVN - 01/2018-19	[396, 307, 794, 323]
list-item: ➤ ବ୍ୟବସାୟୀ ଓ ଟ୍ରାନ୍ସପୋର୍ଟର ମାନେ http://ewaybillgst.gov.in ପୋର୍ଟାଲରେ Login କରି ନିଜକୁ ପଞ୍ଜିକୃତ କରିବା ପରେ ଇ-ୱେ ବିଲ generate କରି ପାରିବେ । କିନ୍ତୁ ବ୍ୟବସାୟୀ ଓ ଟ୍ରାନ୍ସପୋର୍ଟର ମାନେ ଜୁନ ମାସ ୧ ତାରିଖକୁ ଅପେକ୍ଷା ନକରି ତା ପୂର୍ବରୁ ନିଜକୁ ପଞ୍ଜିକୃତ କରି ପରୀକ୍ଷାମୂଳକ ଭାବରେ e-waybill ର ବ୍ୟବହାର କରିବାରେ କୌଣସି ପ୍ରତିବନ୍ଧକ ନାହିଁ	[778, 1985, 1484, 2079]
table-row: ୩ ଶିଳ୍ପଗ୍ରାମ ଯୋଜନା ଶିଳ୍ପଗ୍ରାମରେ ଥିବା କାରିଗରମାନଙ୍କ ପାଇଁ ସାମୂହିକ କର୍ମଶାଳା, ପ୍ରଦର୍ଶନୀ କକ୍ଷ ଓ ବିକ୍ରୟ କେନ୍ଦ୍ର ନିର୍ମାଣ। ପ୍ରତି ଶିଳ୍ପଗ୍ରାମ ପାଇଁ ସର୍ବାଧିକ ସହାୟତା ପ୍ରଦାନ କରାଯିବ।	[963, 417, 1484, 537]
water-work-details	[396, 324, 794, 373]
bmc-date: ତା.୦୪.୦୪.୨୦୧୮	[829, 602, 916, 618]
angul-advertisement	[6, 1798, 742, 2336]
handloom-title-1: ହସ୍ତତନ୍ତ, ବୟନଶିଳ୍ପ, ହସ୍ତ ଶିଳ୍ପ ବିଭାଗ, ଓଡ଼ିଶା ସରକାର	[1014, 81, 1432, 101]
shas-note: Those who have already applied as per advertisement no.01 dt.28.02.2018 need not apply.	[392, 1522, 706, 1568]
ahrcc-date: Dated 03.05.18	[271, 76, 354, 91]
kalahandi-unchanged: Other terms & conditions are unchanged	[88, 873, 282, 885]
gst-helpdesk: Help Desk : 1800-345-6753 (Toll Free)	[788, 2257, 1069, 2274]
table-header: SEBC (11.25%)	[356, 1993, 489, 2008]
angul-title: OFFICE OF THE COLLECTOR & DISTRICT MAGISTRATE, ANGUL	[34, 1806, 714, 1831]
kalahandi-office: OFFICE OF THE EXECUTIVE ENGINEER, KALAHANDI RWS&S. DIVISION, BHAWANIPATNA	[39, 500, 331, 554]
masthead	[378, 4, 938, 50]
list-item: ➤ ଓଡ଼ିଶାରେ ଆସନ୍ତା ଜୁନ ୧ ତାରିଖ ଠାରୁ ଅନ୍ତଃ ରାଜ୍ୟ (Intra-state) ସାମଗ୍ରୀ ପରିବହନ ନିମନ୍ତେ GST e-waybill ର ପ୍ରଚଳନ ବାଧ୍ୟତାମୂଳକ କରାଯିବ	[778, 1619, 1480, 1664]
table-header: T	[636, 2008, 667, 2023]
table-row: 5 Date of Financial bid opening dt 11.05.2018 at 11.30 AM Date of Financial bid opening dt 19.05.2018 at 11.30 AM	[15, 846, 356, 873]
admission-sign-4: Sri Sadashiv Campus, Puri	[201, 1704, 354, 1719]
bmc-heading: ବିଜ୍ଞାପନ	[629, 626, 689, 649]
ahrcc-name: ACHARYA HARIHAR REGIONAL CANCER CENTRE, CUTTACK	[39, 30, 331, 74]
table-row: Total 5 3 8 1 3 4 0 2 2 6 2 8 14 8 22	[17, 2122, 732, 2137]
table-header: Total	[577, 1993, 668, 2008]
syllabus-text: Detailed syllabus for Entrance Test both classes are available in the Office Notice Board and our website www. rskspuri.ac.in.*	[16, 1536, 342, 1583]
